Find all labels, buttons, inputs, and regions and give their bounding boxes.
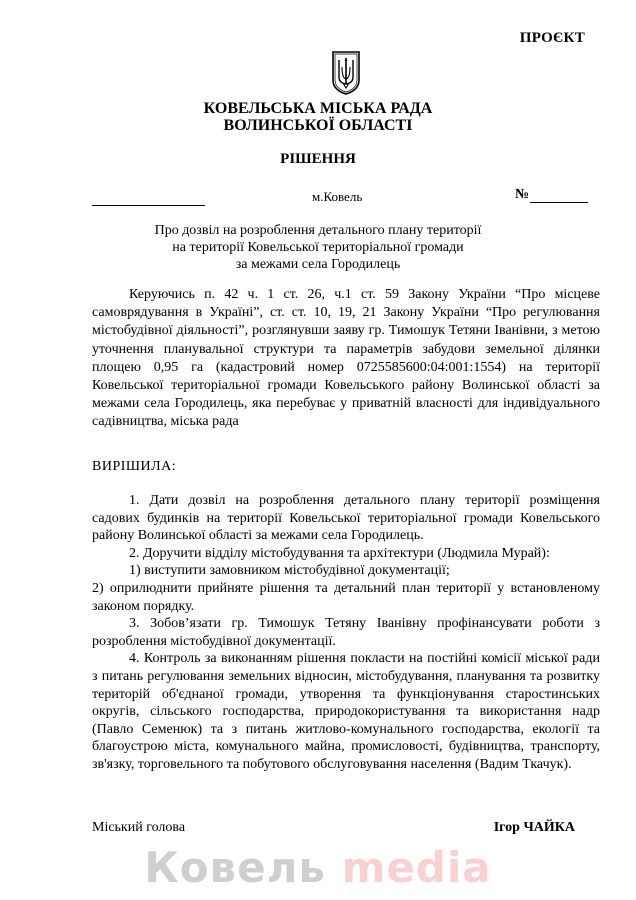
watermark-part-2: media	[341, 843, 492, 892]
place-of-issue: м.Ковель	[312, 189, 363, 204]
watermark-part-1: Ковель	[144, 843, 326, 892]
draft-label: ПРОЄКТ	[519, 30, 585, 46]
date-blank-line	[92, 205, 205, 206]
council-name: КОВЕЛЬСЬКА МІСЬКА РАДА	[203, 100, 433, 117]
document-type: РІШЕННЯ	[280, 151, 356, 167]
subject-line: Про дозвіл на розроблення детального плану території	[154, 223, 482, 238]
resolution-item-2: 2. Доручити відділу містобудування та архітектури (Людмила Мурай):	[129, 545, 550, 561]
watermark-logo	[0, 843, 636, 892]
signatory-name: Ігор ЧАЙКА	[493, 820, 575, 835]
resolution-item-3: 3. Зобов’язати гр. Тимошук Тетяну Іванівну профінансувати роботи з розроблення містобудівної документації.	[92, 616, 600, 649]
resolution-subitem-1: 1) виступити замовником містобудівної документації;	[129, 563, 450, 579]
resolution-subitem-2: 2) оприлюднити прийняте рішення та детальний план території у встановленому законом порядку.	[92, 580, 600, 614]
resolution-item-4: 4. Контроль за виконанням рішення покласти на постійні комісії міської ради з питань регулювання земельних відносин, містобудування, планування та розвитку територій об'єднаної громади, утворення та функціонування старостинських округів, сільського господарства, природокористування та використання надр (Павло Семенюк) та з питань житлово-комунального господарства, екології та благоустрою міста, комунального майна, промисловості, будівництва, транспорту, зв'язку, торговельного та побутового обслуговування населення (Вадим Ткачук).	[92, 651, 600, 772]
council-region: ВОЛИНСЬКОЇ ОБЛАСТІ	[223, 117, 413, 134]
subject-line: за межами села Городилець	[235, 257, 401, 272]
decision-subject	[0, 222, 636, 273]
number-blank-line	[530, 190, 588, 203]
resolution-items	[92, 492, 600, 774]
preamble-paragraph: Керуючись п. 42 ч. 1 ст. 26, ч.1 ст. 59 Закону України “Про місцеве самоврядування в Україні”, ст. ст. 10, 19, 21 Закону України “Про регулювання містобудівної діяльності”, розглянувши заяву гр. Тимошук Тетяни Іванівни, з метою уточнення планувальної структури та параметрів забудови земельної ділянки площею 0,95 га (кадастровий номер 0725585600:04:001:1554) на території Ковельської територіальної громади Ковельського району Волинської області за межами села Городилець, яка перебуває у приватній власності для індивідуального садівництва, міська рада	[92, 287, 600, 430]
decision-number	[515, 187, 588, 203]
resolved-heading: ВИРІШИЛА:	[92, 459, 177, 474]
subject-line: на території Ковельської територіальної громади	[172, 240, 464, 255]
number-label: №	[515, 187, 530, 202]
signatory-position: Міський голова	[92, 820, 186, 835]
trident-coat-of-arms-icon	[331, 50, 361, 96]
resolution-item-1: 1. Дати дозвіл на розроблення детального плану території розміщення садових будинків на території Ковельської територіальної громади Ковельського району Волинської області за межами села Городилець.	[92, 493, 600, 544]
